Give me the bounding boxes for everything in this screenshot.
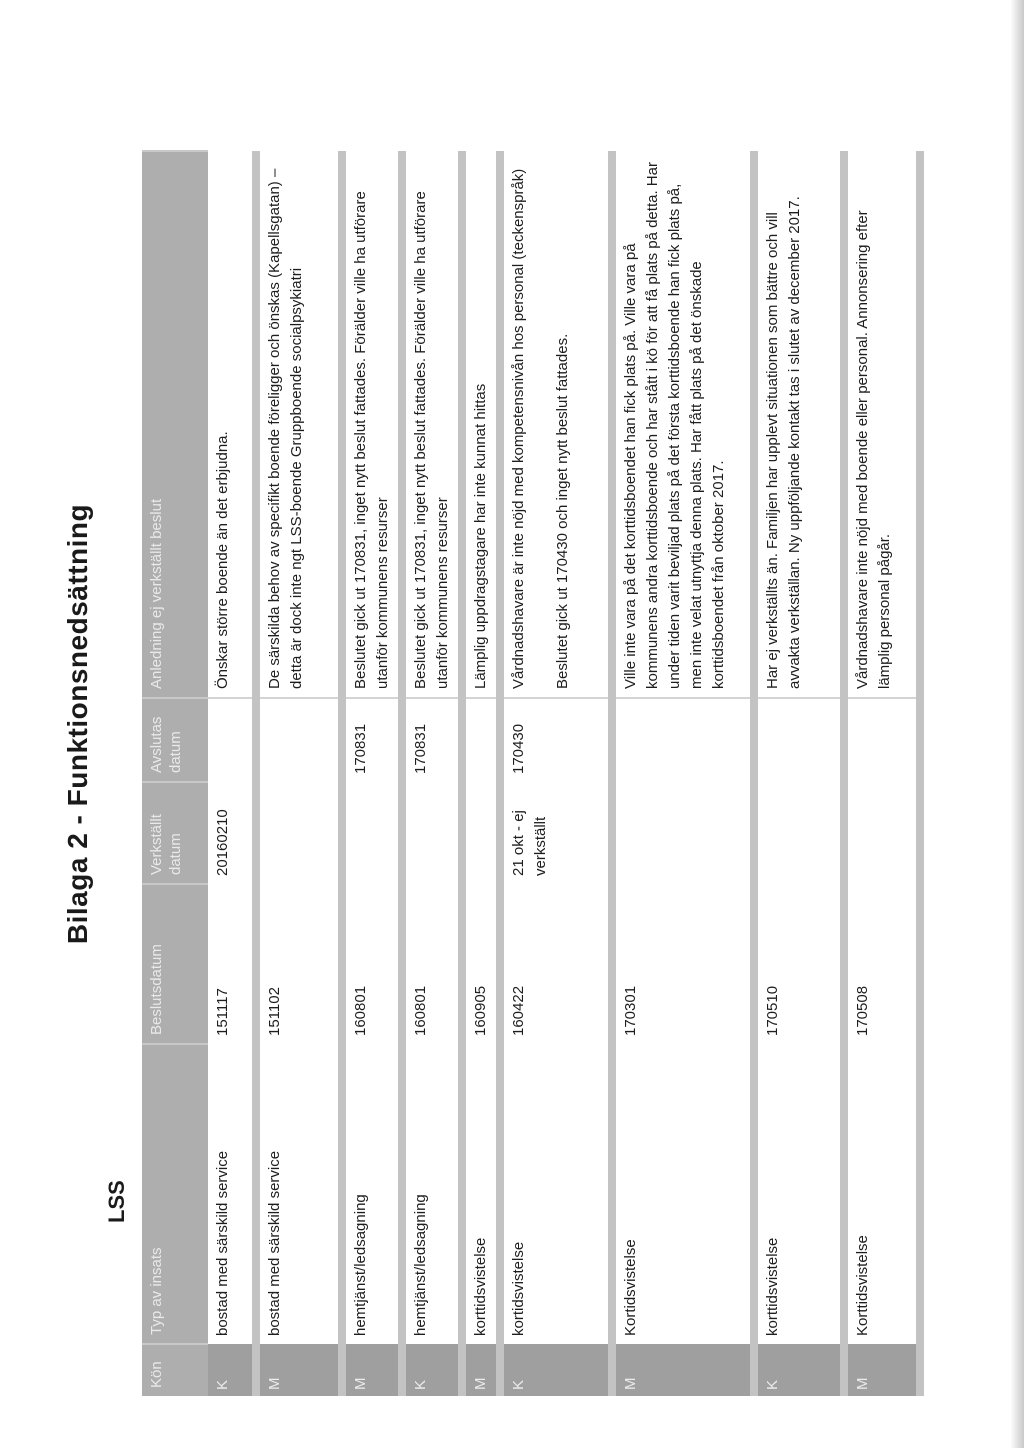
header-verkstallt-datum: Verkställt datum (142, 782, 208, 884)
anledning-cell: Vårdnadshavare inte nöjd med boende eller personal. Annonsering efter lämplig personal pågår. (844, 151, 920, 698)
anledning-cell: Önskar större boende än det erbjudna. (208, 151, 256, 698)
typ-cell: kortidsvistelse (500, 1044, 612, 1344)
avslutas-cell (844, 698, 920, 782)
table-row (208, 151, 256, 1396)
verkstallt-cell (342, 782, 402, 884)
beslutsdatum-cell: 160801 (342, 884, 402, 1044)
kon-cell: M (462, 1344, 500, 1396)
document-title: Bilaga 2 - Funktionsnedsättning (62, 503, 93, 945)
avslutas-cell: 170831 (342, 698, 402, 782)
beslutsdatum-cell: 160801 (402, 884, 462, 1044)
header-avslutas-datum: Avslutas datum (142, 698, 208, 782)
kon-cell: K (402, 1344, 462, 1396)
header-beslutsdatum: Beslutsdatum (142, 884, 208, 1044)
header-anledning: Anledning ej verkställt beslut (142, 151, 208, 698)
typ-cell: korttidsvistelse (462, 1044, 500, 1344)
table-row (754, 151, 844, 1396)
table-row (462, 151, 500, 1396)
typ-cell: bostad med särskild service (256, 1044, 342, 1344)
anledning-cell: Beslutet gick ut 170831, inget nytt beslut fattades. Förälder ville ha utförare utanför kommunens resurser (402, 151, 462, 698)
beslutsdatum-cell: 160422 (500, 884, 612, 1044)
typ-cell: Korttidsvistelse (844, 1044, 920, 1344)
anledning-cell: Lämplig uppdragstagare har inte kunnat hittas (462, 151, 500, 698)
avslutas-cell: 170831 (402, 698, 462, 782)
verkstallt-cell (844, 782, 920, 884)
typ-cell: hemtjänst/ledsagning (342, 1044, 402, 1344)
beslutsdatum-cell: 151102 (256, 884, 342, 1044)
beslutsdatum-cell: 170510 (754, 884, 844, 1044)
kon-cell: K (208, 1344, 256, 1396)
table-row (342, 151, 402, 1396)
avslutas-cell (612, 698, 754, 782)
avslutas-cell (208, 698, 256, 782)
table-row (844, 151, 920, 1396)
anledning-cell: Vårdnadshavare är inte nöjd med kompetensnivån hos personal (teckenspråk) Beslutet gick ut 170430 och inget nytt beslut fattades. (500, 151, 612, 698)
kon-cell: M (844, 1344, 920, 1396)
table-row (256, 151, 342, 1396)
anledning-cell: Har ej verkställts än. Familjen har upplevt situationen som bättre och vill avvakta verkställan. Ny uppföljande kontakt tas i slutet av december 2017. (754, 151, 844, 698)
kon-cell: K (754, 1344, 844, 1396)
anledning-cell: De särskilda behov av specifikt boende föreligger och önskas (Kapellsgatan) – detta är dock inte ngt LSS-boende Gruppboende socialpsykiatri (256, 151, 342, 698)
typ-cell: Kortidsvistelse (612, 1044, 754, 1344)
anledning-cell: Beslutet gick ut 170831, inget nytt beslut fattades. Förälder ville ha utförare utanför kommunens resurser (342, 151, 402, 698)
beslutsdatum-cell: 170508 (844, 884, 920, 1044)
avslutas-cell (754, 698, 844, 782)
typ-cell: hemtjänst/ledsagning (402, 1044, 462, 1344)
table-row (402, 151, 462, 1396)
anledning-cell: Ville inte vara på det korttidsboendet han fick plats på. Ville vara på kommunens andra korttidsboende och har stått i kö för att få plats på detta. Har under tiden varit beviljad plats på det första korttidsboende han fick plats på, men inte velat utnyttja denna plats. Har fått plats på det önskade korttidsboendet från oktober 2017. (612, 151, 754, 698)
section-label: LSS (104, 1180, 129, 1223)
header-typ-av-insats: Typ av insats (142, 1044, 208, 1344)
table-header-row (142, 151, 208, 1396)
kon-cell: M (612, 1344, 754, 1396)
kon-cell: M (342, 1344, 402, 1396)
kon-cell: K (500, 1344, 612, 1396)
verkstallt-cell: 21 okt - ej verkställt (500, 782, 612, 884)
verkstallt-cell (754, 782, 844, 884)
verkstallt-cell (256, 782, 342, 884)
typ-cell: korttidsvistelse (754, 1044, 844, 1344)
beslutsdatum-cell: 151117 (208, 884, 256, 1044)
avslutas-cell (462, 698, 500, 782)
beslutsdatum-cell: 170301 (612, 884, 754, 1044)
header-kon: Kön (142, 1344, 208, 1396)
beslutsdatum-cell: 160905 (462, 884, 500, 1044)
table-body (208, 151, 920, 1396)
verkstallt-cell (462, 782, 500, 884)
table-row (500, 151, 612, 1396)
kon-cell: M (256, 1344, 342, 1396)
verkstallt-cell: 20160210 (208, 782, 256, 884)
verkstallt-cell (402, 782, 462, 884)
table-row (612, 151, 754, 1396)
avslutas-cell (256, 698, 342, 782)
typ-cell: bostad med särskild service (208, 1044, 256, 1344)
lss-table (142, 150, 924, 1396)
avslutas-cell: 170430 (500, 698, 612, 782)
verkstallt-cell (612, 782, 754, 884)
